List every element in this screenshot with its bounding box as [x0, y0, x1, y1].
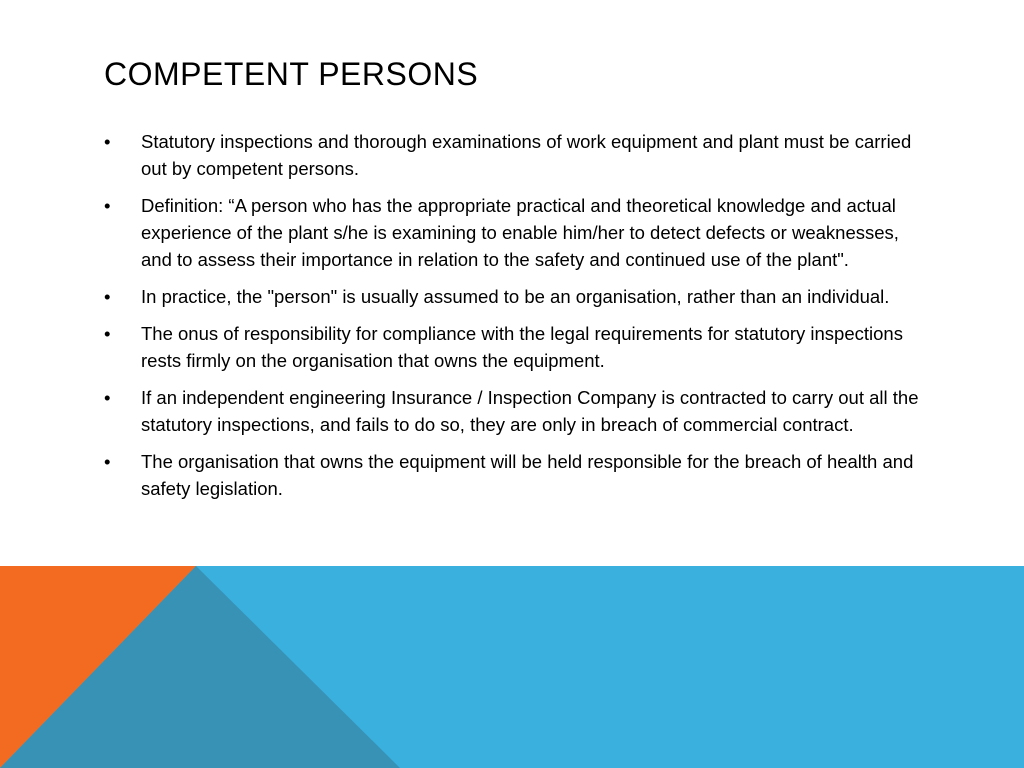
bullet-text: If an independent engineering Insurance / Inspection Company is contracted to carry out all the statutory inspections, and fails to do so, they are only in breach of commercial contract. — [141, 387, 919, 435]
bullet-text: The organisation that owns the equipment will be held responsible for the breach of health and safety legislation. — [141, 451, 914, 499]
bullet-item — [104, 283, 934, 310]
bullet-dot: • — [104, 195, 111, 216]
bullet-text: The onus of responsibility for compliance with the legal requirements for statutory inspections rests firmly on the organisation that owns the equipment. — [141, 323, 903, 371]
bullet-dot: • — [104, 131, 111, 152]
bullet-text: Definition: “A person who has the appropriate practical and theoretical knowledge and actual experience of the plant s/he is examining to enable him/her to detect defects or weaknesses, and to assess their importance in relation to the safety and continued use of the plant". — [141, 195, 899, 270]
slide-title: COMPETENT PERSONS — [104, 56, 479, 92]
bullet-list — [104, 128, 934, 512]
bullet-dot: • — [104, 387, 111, 408]
bullet-item — [104, 320, 934, 374]
bullet-item — [104, 128, 934, 182]
bullet-dot: • — [104, 451, 111, 472]
bullet-item — [104, 192, 934, 273]
bullet-item — [104, 384, 934, 438]
bullet-text: Statutory inspections and thorough examinations of work equipment and plant must be carried out by competent persons. — [141, 131, 912, 179]
bullet-dot: • — [104, 286, 111, 307]
bullet-text: In practice, the "person" is usually assumed to be an organisation, rather than an individual. — [141, 286, 890, 307]
bullet-item — [104, 448, 934, 502]
bullet-dot: • — [104, 323, 111, 344]
